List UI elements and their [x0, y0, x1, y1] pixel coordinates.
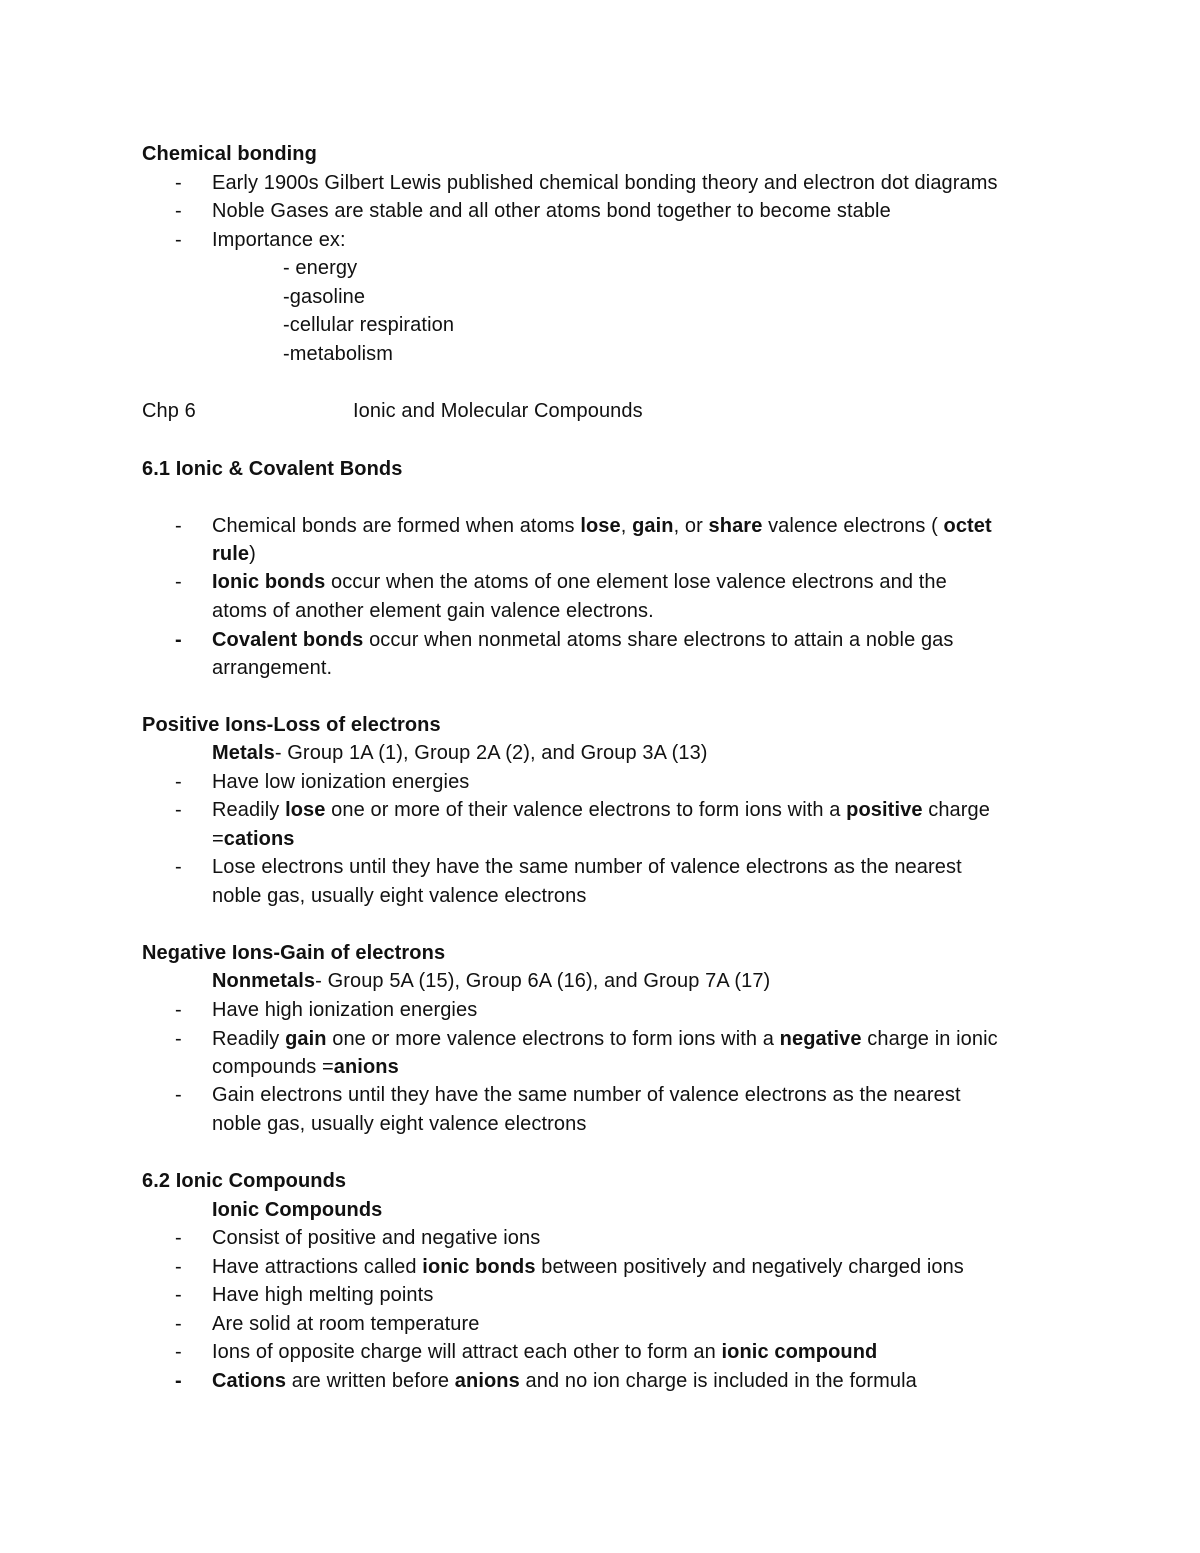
- text-run: - Group 5A (15), Group 6A (16), and Group 7A (17): [315, 970, 771, 992]
- bullet-text: [212, 568, 947, 596]
- bullet-text: [212, 796, 990, 824]
- bullet-text: Have high ionization energies: [212, 999, 478, 1021]
- text-run: and no ion charge is included in the formula: [519, 1370, 917, 1392]
- bold-term: anions: [333, 1056, 399, 1078]
- section-heading: 6.1 Ionic & Covalent Bonds: [142, 458, 403, 480]
- bullet-text: [212, 512, 992, 540]
- bullet-dash: -: [175, 1227, 182, 1249]
- bullet-text: [212, 1367, 917, 1395]
- section-heading: Chemical bonding: [142, 143, 317, 165]
- bold-term: gain: [285, 1028, 327, 1050]
- bullet-dash: -: [175, 1028, 182, 1050]
- chapter-number: Chp 6: [142, 400, 196, 422]
- bold-term: Covalent bonds: [212, 629, 364, 651]
- bullet-continuation: atoms of another element gain valence electrons.: [212, 600, 654, 622]
- group-line: [212, 739, 708, 767]
- bold-term: ionic bonds: [422, 1256, 536, 1278]
- section-heading: Negative Ions-Gain of electrons: [142, 942, 446, 964]
- bold-term: positive: [846, 799, 923, 821]
- bullet-continuation: [212, 825, 295, 853]
- text-run: are written before: [286, 1370, 455, 1392]
- bullet-text: Consist of positive and negative ions: [212, 1227, 541, 1249]
- bullet-dash: -: [175, 1370, 182, 1392]
- bullet-text: [212, 1253, 964, 1281]
- bullet-dash: -: [175, 229, 182, 251]
- text-run: ): [249, 543, 256, 565]
- example-item: -gasoline: [283, 286, 366, 308]
- bold-term: Cations: [212, 1370, 287, 1392]
- section-heading: Positive Ions-Loss of electrons: [142, 714, 441, 736]
- bullet-text: Have high melting points: [212, 1284, 434, 1306]
- bullet-dash: -: [175, 1341, 182, 1363]
- text-run: occur when nonmetal atoms share electrons to attain a noble gas: [363, 629, 954, 651]
- bullet-dash: -: [175, 1284, 182, 1306]
- bold-term: lose: [580, 515, 621, 537]
- text-run: - Group 1A (1), Group 2A (2), and Group 3A (13): [274, 742, 708, 764]
- chapter-title: Ionic and Molecular Compounds: [353, 400, 643, 422]
- bullet-dash: -: [175, 571, 182, 593]
- bullet-text: Are solid at room temperature: [212, 1313, 480, 1335]
- bold-term: anions: [454, 1370, 520, 1392]
- text-run: valence electrons (: [762, 515, 944, 537]
- bold-term: octet: [943, 515, 992, 537]
- text-run: Chemical bonds are formed when atoms: [212, 515, 581, 537]
- bullet-dash: -: [175, 629, 182, 651]
- bold-term: ionic compound: [721, 1341, 878, 1363]
- bullet-text: [212, 626, 954, 654]
- subsection-heading: Ionic Compounds: [212, 1199, 383, 1221]
- bullet-dash: -: [175, 771, 182, 793]
- bold-term: lose: [285, 799, 326, 821]
- text-run: charge: [922, 799, 990, 821]
- text-run: one or more of their valence electrons to form ions with a: [325, 799, 847, 821]
- text-run: , or: [673, 515, 709, 537]
- example-item: -cellular respiration: [283, 314, 455, 336]
- text-run: one or more valence electrons to form ions with a: [326, 1028, 780, 1050]
- bullet-dash: -: [175, 999, 182, 1021]
- text-run: Ions of opposite charge will attract each other to form an: [212, 1341, 722, 1363]
- text-run: ,: [620, 515, 633, 537]
- bullet-dash: -: [175, 200, 182, 222]
- group-line: [212, 967, 770, 995]
- bold-term: Ionic bonds: [212, 571, 326, 593]
- section-heading: 6.2 Ionic Compounds: [142, 1170, 347, 1192]
- bullet-text: Noble Gases are stable and all other atoms bond together to become stable: [212, 200, 891, 222]
- bullet-text: Gain electrons until they have the same number of valence electrons as the nearest: [212, 1084, 961, 1106]
- bullet-text: [212, 1025, 998, 1053]
- bullet-dash: -: [175, 1313, 182, 1335]
- bold-term: Metals: [212, 742, 275, 764]
- text-run: Have attractions called: [212, 1256, 423, 1278]
- example-item: -metabolism: [283, 343, 394, 365]
- bullet-continuation: noble gas, usually eight valence electrons: [212, 1113, 587, 1135]
- bullet-dash: -: [175, 1256, 182, 1278]
- bullet-continuation: noble gas, usually eight valence electrons: [212, 885, 587, 907]
- bullet-dash: -: [175, 799, 182, 821]
- bullet-continuation: [212, 1053, 399, 1081]
- text-run: Readily: [212, 1028, 286, 1050]
- bullet-dash: -: [175, 1084, 182, 1106]
- bold-term: negative: [779, 1028, 862, 1050]
- text-run: compounds =: [212, 1056, 334, 1078]
- bullet-continuation: [212, 540, 256, 568]
- bullet-text: Early 1900s Gilbert Lewis published chemical bonding theory and electron dot diagrams: [212, 172, 998, 194]
- text-run: charge in ionic: [861, 1028, 998, 1050]
- bullet-text: Importance ex:: [212, 229, 346, 251]
- bullet-dash: -: [175, 515, 182, 537]
- text-run: between positively and negatively charged ions: [535, 1256, 964, 1278]
- bold-term: Nonmetals: [212, 970, 316, 992]
- bold-term: gain: [632, 515, 674, 537]
- example-item: - energy: [283, 257, 358, 279]
- text-run: Readily: [212, 799, 286, 821]
- bullet-text: [212, 1338, 877, 1366]
- bold-term: rule: [212, 543, 250, 565]
- bold-term: cations: [223, 828, 295, 850]
- bullet-text: Have low ionization energies: [212, 771, 470, 793]
- bullet-dash: -: [175, 172, 182, 194]
- bullet-dash: -: [175, 856, 182, 878]
- bold-term: share: [708, 515, 763, 537]
- bullet-continuation: arrangement.: [212, 657, 333, 679]
- text-run: occur when the atoms of one element lose valence electrons and the: [325, 571, 947, 593]
- text-run: =: [212, 828, 224, 850]
- bullet-text: Lose electrons until they have the same number of valence electrons as the nearest: [212, 856, 962, 878]
